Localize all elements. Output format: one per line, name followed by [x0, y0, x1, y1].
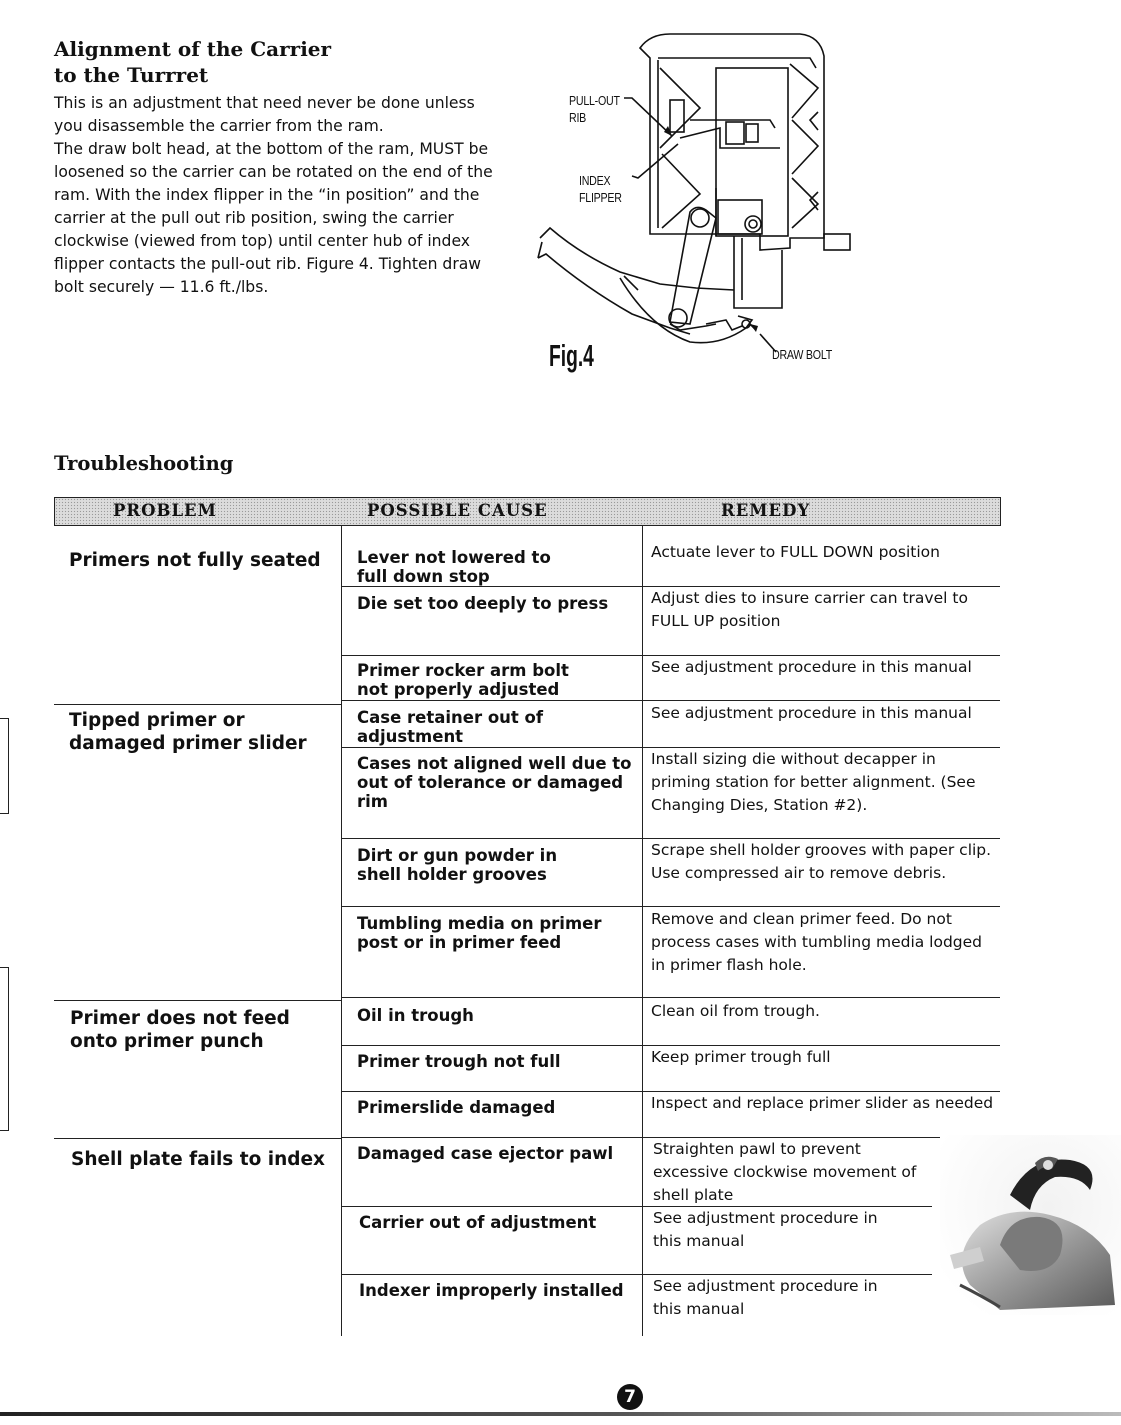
figure-caption: Fig.4 — [549, 338, 594, 373]
remedy-cell: See adjustment procedure in this manual — [651, 658, 972, 676]
cause-cell: Lever not lowered to full down stop — [357, 548, 551, 586]
problem-label: Tipped primer or damaged primer slider — [69, 710, 307, 754]
header-possible-cause: POSSIBLE CAUSE — [367, 501, 548, 520]
cause-cell: Damaged case ejector pawl — [357, 1144, 614, 1163]
problem-separator — [54, 1138, 342, 1139]
cause-cell: Cases not aligned well due to out of tolerance or damaged rim — [357, 754, 632, 811]
problem-label: Primers not fully seated — [69, 550, 321, 571]
header-remedy: REMEDY — [721, 501, 811, 520]
table-header — [54, 497, 1001, 526]
cause-cell: Primer trough not full — [357, 1052, 561, 1071]
remedy-cell: See adjustment procedure in this manual — [653, 1209, 878, 1250]
remedy-cell: Adjust dies to insure carrier can travel to FULL UP position — [651, 589, 968, 630]
label-draw-bolt: DRAW BOLT — [772, 347, 832, 362]
problem-label: Shell plate fails to index — [71, 1149, 325, 1170]
page-number: 7 — [617, 1384, 643, 1410]
remedy-cell: Inspect and replace primer slider as needed — [651, 1094, 994, 1112]
problem-label: Primer does not feed onto primer punch — [70, 1008, 290, 1052]
figure-4-illustration — [520, 28, 880, 388]
problem-separator — [54, 1000, 342, 1001]
alignment-paragraph-1: This is an adjustment that need never be done unless you disassemble the carrier from the ram. — [54, 94, 475, 135]
remedy-cell: Straighten pawl to prevent excessive clockwise movement of shell plate — [653, 1140, 917, 1204]
cause-cell: Dirt or gun powder in shell holder grooves — [357, 846, 558, 884]
cause-cell: Die set too deeply to press — [357, 594, 609, 613]
cause-cell: Primerslide damaged — [357, 1098, 556, 1117]
alignment-body — [54, 92, 504, 299]
remedy-cell: Clean oil from trough. — [651, 1002, 820, 1020]
remedy-cell: Keep primer trough full — [651, 1048, 831, 1066]
remedy-cell: Scrape shell holder grooves with paper clip. Use compressed air to remove debris. — [651, 841, 992, 882]
row-separator — [342, 700, 1000, 701]
remedy-cell: Remove and clean primer feed. Do not process cases with tumbling media lodged in primer flash hole. — [651, 910, 983, 974]
alignment-title-line2: to the Turrret — [54, 63, 209, 87]
margin-mark — [0, 718, 9, 814]
remedy-cell: Actuate lever to FULL DOWN position — [651, 543, 940, 561]
label-index-flipper: INDEX FLIPPER — [579, 173, 622, 205]
header-problem: PROBLEM — [113, 501, 217, 520]
alignment-title — [54, 36, 331, 88]
alignment-paragraph-2: The draw bolt head, at the bottom of the ram, MUST be loosened so the carrier can be rotated on the end of the ram. With the index flipper in the “in position” and the carrier at the pull out rib position, swing the carrier clockwise (viewed from top) until center hub of index flipper contacts the pull-out rib. Figure 4. Tighten draw bolt securely — 11.6 ft./lbs. — [54, 140, 493, 296]
label-pullout-rib: PULL-OUT RIB — [569, 93, 620, 125]
cause-cell: Carrier out of adjustment — [359, 1213, 597, 1232]
problem-separator — [54, 704, 342, 705]
margin-mark — [0, 967, 9, 1131]
column-divider-remedy — [642, 526, 643, 1336]
remedy-cell: See adjustment procedure in this manual — [651, 704, 972, 722]
cause-cell: Primer rocker arm bolt not properly adjusted — [357, 661, 569, 699]
troubleshooting-title: Troubleshooting — [54, 452, 234, 475]
cause-cell: Tumbling media on primer post or in primer feed — [357, 914, 602, 952]
column-divider-cause — [341, 526, 342, 1336]
cause-cell: Indexer improperly installed — [359, 1281, 624, 1300]
alignment-title-line1: Alignment of the Carrier — [54, 37, 332, 61]
row-separator — [342, 997, 1000, 998]
cause-cell: Case retainer out of adjustment — [357, 708, 544, 746]
row-separator — [342, 906, 1000, 907]
remedy-cell: See adjustment procedure in this manual — [653, 1277, 878, 1318]
remedy-cell: Install sizing die without decapper in priming station for better alignment. (See Changing Dies, Station #2). — [651, 750, 976, 814]
shell-plate-pawl-photo — [940, 1135, 1121, 1315]
cause-cell: Oil in trough — [357, 1006, 474, 1025]
bottom-rule — [0, 1412, 1121, 1416]
